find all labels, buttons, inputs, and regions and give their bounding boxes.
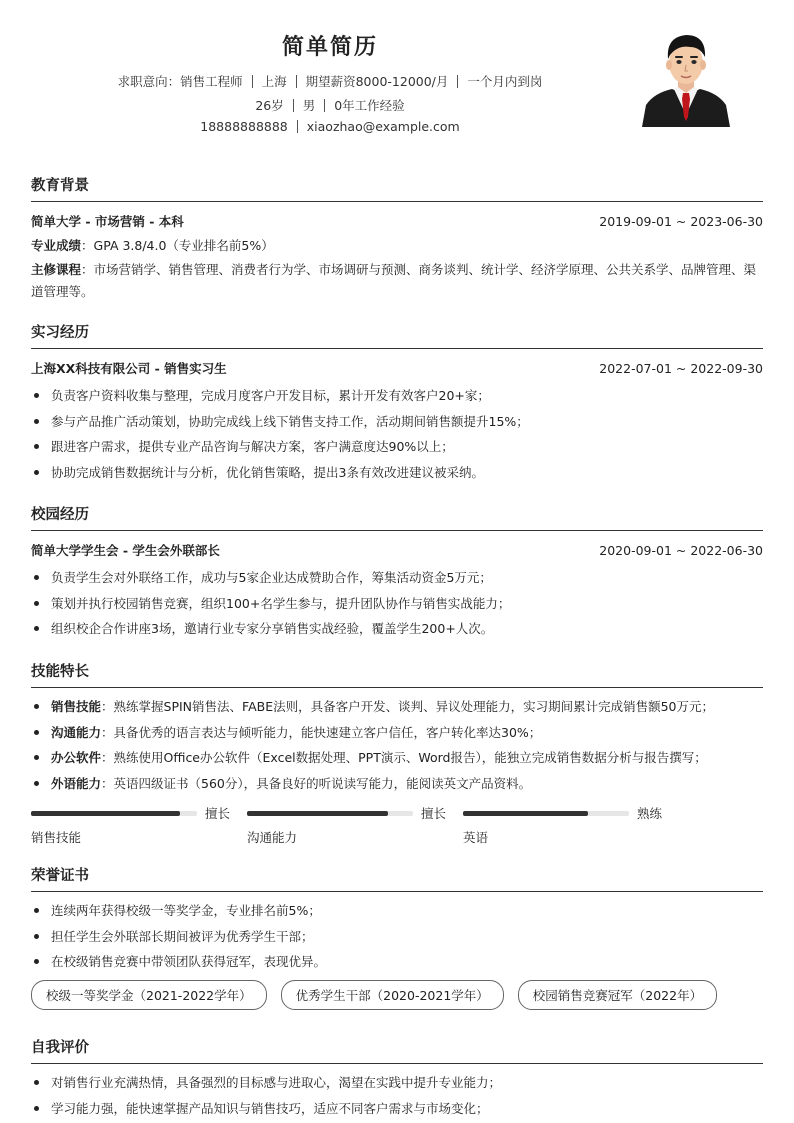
skill-bar-item (247, 804, 463, 846)
skill-name: 沟通能力 (247, 830, 298, 845)
courses-line (31, 259, 763, 303)
skill-level: 擅长 (421, 806, 447, 821)
skill-track (31, 811, 197, 816)
skill-label: 沟通能力 (51, 724, 102, 740)
section-title: 教育背景 (31, 174, 763, 202)
skill-text: ：熟练使用Office办公软件（Excel数据处理、PPT演示、Word报告），能独立完成销售数据分析与报告撰写； (101, 750, 707, 765)
honor-tag: 校园销售竞赛冠军（2022年） (518, 980, 717, 1010)
date-range: 2019-09-01 ~ 2023-06-30 (599, 213, 763, 229)
campus-header (31, 541, 763, 559)
list-item (31, 771, 763, 797)
expected-salary: 期望薪资8000-12000/月 (305, 74, 449, 89)
honors-list (31, 898, 763, 975)
phone: 18888888888 (200, 119, 288, 134)
internship-section (31, 321, 763, 485)
work-experience: 0年工作经验 (334, 98, 405, 113)
list-item: 策划并执行校园销售竞赛，组织100+名学生参与，提升团队协作与销售实战能力； (31, 591, 763, 617)
list-item: 组织校企合作讲座3场，邀请行业专家分享销售实战经验，覆盖学生200+人次。 (31, 616, 763, 642)
internship-list (31, 383, 763, 485)
skill-bar-item (31, 804, 247, 846)
list-item: 负责学生会对外联络工作，成功与5家企业达成赞助合作，筹集活动资金5万元； (31, 565, 763, 591)
gpa-label: 专业成绩 (31, 238, 82, 253)
list-item: 参与产品推广活动策划，协助完成线上线下销售支持工作，活动期间销售额提升15%； (31, 409, 763, 435)
skill-name: 销售技能 (31, 830, 82, 845)
contact-line (0, 119, 660, 134)
avatar (640, 25, 732, 127)
section-title: 技能特长 (31, 660, 763, 688)
skill-bar-item (463, 804, 679, 846)
honor-tags (31, 980, 763, 1010)
skill-text: ：英语四级证书（560分），具备良好的听说读写能力，能阅读英文产品资料。 (101, 775, 532, 791)
gpa-text: ：GPA 3.8/4.0（专业排名前5%） (81, 238, 274, 253)
section-title: 实习经历 (31, 321, 763, 349)
job-intent: 求职意向：销售工程师 (117, 74, 243, 89)
location: 上海 (261, 74, 287, 89)
skill-track (247, 811, 413, 816)
education-section (31, 174, 763, 303)
internship-header (31, 359, 763, 377)
campus-section (31, 503, 763, 642)
divider (324, 99, 325, 112)
skill-text: ：具备优秀的语言表达与倾听能力，能快速建立客户信任，客户转化率达30%； (101, 724, 542, 740)
gender: 男 (302, 98, 316, 113)
honor-tag: 优秀学生干部（2020-2021学年） (281, 980, 504, 1010)
list-item (31, 694, 763, 720)
skill-bar-row (463, 804, 679, 822)
honors-section (31, 864, 763, 1010)
skill-text: ：熟练掌握SPIN销售法、FABE法则，具备客户开发、谈判、异议处理能力，实习期间累计完成销售额50万元； (101, 699, 714, 714)
divider (297, 120, 298, 133)
skill-label: 办公软件 (51, 750, 102, 765)
skill-fill (463, 811, 588, 816)
honor-tag: 校级一等奖学金（2021-2022学年） (31, 980, 267, 1010)
date-range: 2020-09-01 ~ 2022-06-30 (599, 542, 763, 558)
courses-label: 主修课程 (31, 262, 82, 277)
list-item: 负责客户资料收集与整理，完成月度客户开发目标，累计开发有效客户20+家； (31, 383, 763, 409)
divider (457, 75, 458, 88)
courses-text: ：市场营销学、销售管理、消费者行为学、市场调研与预测、商务谈判、统计学、经济学原理、公共关系学、品牌管理、渠道管理等。 (31, 262, 757, 299)
list-item: 对销售行业充满热情，具备强烈的目标感与进取心，渴望在实践中提升专业能力； (31, 1070, 763, 1096)
availability: 一个月内到岗 (467, 74, 543, 89)
personal-info-line (0, 96, 660, 114)
skill-bar-row (31, 804, 247, 822)
divider (293, 99, 294, 112)
email: xiaozhao@example.com (306, 119, 460, 134)
list-item (31, 720, 763, 746)
list-item: 在校级销售竞赛中带领团队获得冠军，表现优异。 (31, 949, 763, 975)
list-item: 担任学生会外联部长期间被评为优秀学生干部； (31, 924, 763, 950)
skills-section (31, 660, 763, 846)
section-title: 校园经历 (31, 503, 763, 531)
skill-track (463, 811, 629, 816)
self-eval-list (31, 1070, 763, 1121)
skill-fill (247, 811, 388, 816)
self-eval-section (31, 1036, 763, 1121)
list-item: 跟进客户需求，提供专业产品咨询与解决方案，客户满意度达90%以上； (31, 434, 763, 460)
divider (296, 75, 297, 88)
section-title: 自我评价 (31, 1036, 763, 1064)
list-item: 协助完成销售数据统计与分析，优化销售策略，提出3条有效改进建议被采纳。 (31, 460, 763, 486)
list-item: 连续两年获得校级一等奖学金，专业排名前5%； (31, 898, 763, 924)
section-title: 荣誉证书 (31, 864, 763, 892)
skill-label: 销售技能 (51, 699, 102, 714)
skill-fill (31, 811, 180, 816)
org-role: 简单大学学生会 - 学生会外联部长 (31, 543, 220, 558)
list-item (31, 745, 763, 771)
education-header (31, 212, 763, 230)
resume-name: 简单简历 (281, 35, 378, 60)
school-major-degree: 简单大学 - 市场营销 - 本科 (31, 214, 184, 229)
gpa-line (31, 235, 763, 257)
divider (252, 75, 253, 88)
skill-bars (31, 804, 763, 846)
skill-name: 英语 (463, 830, 489, 845)
list-item: 学习能力强，能快速掌握产品知识与销售技巧，适应不同客户需求与市场变化； (31, 1096, 763, 1122)
skill-level: 熟练 (637, 806, 663, 821)
skill-level: 擅长 (205, 806, 231, 821)
job-intent-line (0, 72, 660, 90)
skill-label: 外语能力 (51, 775, 102, 791)
age: 26岁 (255, 98, 284, 113)
skill-bar-row (247, 804, 463, 822)
company-role: 上海XX科技有限公司 - 销售实习生 (31, 361, 227, 376)
campus-list (31, 565, 763, 642)
skills-list (31, 694, 763, 796)
date-range: 2022-07-01 ~ 2022-09-30 (599, 360, 763, 376)
